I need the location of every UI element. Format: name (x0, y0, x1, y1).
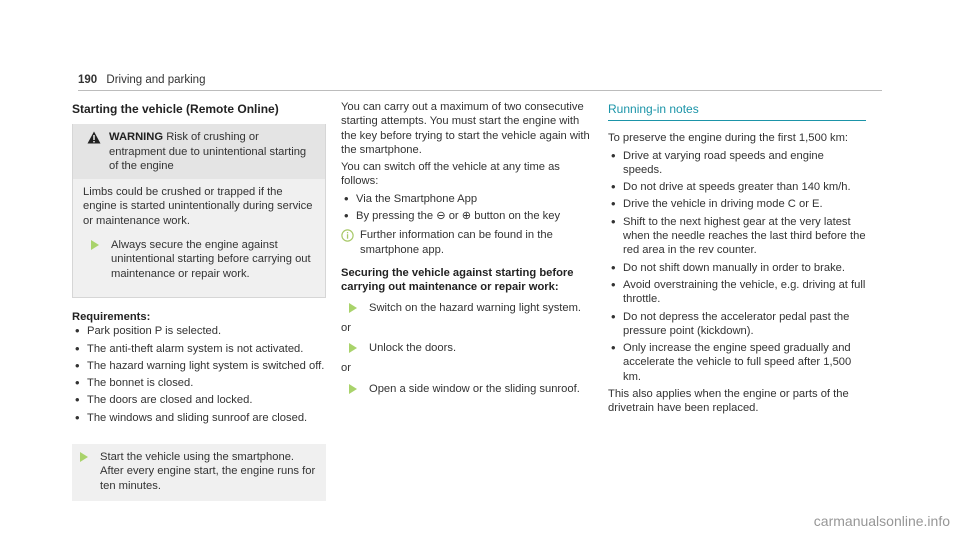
heading-rule (608, 120, 866, 121)
action-step (341, 341, 591, 355)
step-text: Start the vehicle using the smartphone. After every engine start, the engine runs for ten minutes. (100, 451, 316, 492)
list-item: • Do not shift down manually in order to brake. (608, 261, 866, 275)
list-item: • The hazard warning light system is switched off. (72, 359, 326, 373)
action-arrow-icon (349, 343, 357, 353)
running-in-intro: To preserve the engine during the first 1,500 km: (608, 132, 849, 145)
action-text: Switch on the hazard warning light system. (369, 301, 582, 314)
list-item: • The windows and sliding sunroof are closed. (72, 411, 326, 425)
requirements-list (72, 324, 326, 425)
warning-header (73, 124, 325, 179)
section-title: Driving and parking (106, 74, 206, 86)
info-icon (341, 229, 354, 242)
warning-description: Limbs could be crushed or trapped if the engine is started unintentionally during service or maintenance work. (83, 186, 313, 227)
paragraph-attempts: You can carry out a maximum of two consecutive starting attempts. You must start the engine with the key before trying to start the vehicle again with the smartphone. (341, 101, 590, 156)
list-item: • Park position P is selected. (72, 324, 326, 338)
securing-heading: Securing the vehicle against starting before carrying out maintenance or repair work: (341, 266, 574, 294)
list-item: • The bonnet is closed. (72, 376, 326, 390)
column-right (608, 100, 866, 419)
action-text: Open a side window or the sliding sunroof. (369, 382, 580, 395)
warning-action-text: Always secure the engine against unintentional starting before carrying out maintenance or repair work. (111, 239, 311, 280)
warning-body (73, 179, 325, 297)
list-item: • The doors are closed and locked. (72, 393, 326, 407)
list-item: • The anti-theft alarm system is not activated. (72, 342, 326, 356)
column-middle (341, 100, 591, 402)
list-item: • Avoid overstraining the vehicle, e.g. driving at full throttle. (608, 278, 866, 307)
header-divider (78, 90, 882, 91)
step-box (72, 444, 326, 501)
watermark: carmanualsonline.info (813, 513, 950, 529)
heading-starting-vehicle: Starting the vehicle (Remote Online) (72, 102, 279, 116)
action-text: Unlock the doors. (369, 342, 457, 355)
list-item: • Drive the vehicle in driving mode C or E. (608, 197, 866, 211)
list-item: • Shift to the next highest gear at the very latest when the needle reaches the last third before the red area in the rev counter. (608, 215, 866, 258)
action-arrow-icon (91, 240, 99, 250)
list-item: • Do not depress the accelerator pedal past the pressure point (kickdown). (608, 310, 866, 339)
warning-triangle-icon (87, 131, 101, 144)
warning-action (83, 238, 315, 281)
warning-title: Risk of crushing or entrapment due to unintentional starting of the engine (109, 131, 307, 172)
action-arrow-icon (349, 303, 357, 313)
action-step (341, 382, 591, 396)
requirements-heading: Requirements: (72, 310, 151, 323)
action-arrow-icon (80, 452, 88, 462)
action-arrow-icon (349, 384, 357, 394)
page-header (78, 74, 205, 86)
or-separator: or (341, 362, 351, 375)
running-in-outro: This also applies when the engine or parts of the drivetrain have been replaced. (608, 388, 849, 415)
heading-running-in: Running-in notes (608, 102, 699, 116)
warning-text (109, 130, 317, 173)
or-separator: or (341, 321, 351, 334)
warning-label: WARNING (109, 131, 164, 144)
list-item: • By pressing the ⊖ or ⊕ button on the key (341, 209, 591, 223)
list-item: • Only increase the engine speed gradually and accelerate the vehicle to full speed after 1,500 km. (608, 341, 866, 384)
list-item: • Via the Smartphone App (341, 192, 591, 206)
info-note-text: Further information can be found in the smartphone app. (360, 229, 553, 256)
list-item: • Drive at varying road speeds and engine speeds. (608, 149, 866, 178)
running-in-list (608, 149, 866, 384)
paragraph-switch-off: You can switch off the vehicle at any time as follows: (341, 161, 560, 188)
warning-box (72, 124, 326, 298)
switch-off-list (341, 192, 591, 224)
info-note (341, 228, 591, 257)
list-item: • Do not drive at speeds greater than 140 km/h. (608, 180, 866, 194)
column-left (72, 100, 326, 501)
page-number: 190 (78, 74, 98, 86)
action-step (341, 301, 591, 315)
